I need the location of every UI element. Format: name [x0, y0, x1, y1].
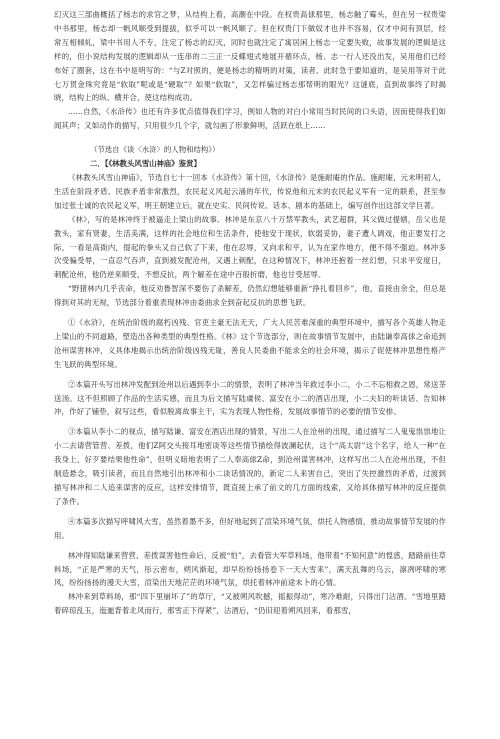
section-heading: 二．【《林教头风雪山神庙》鉴赏】	[90, 159, 201, 169]
body-paragraph: ③本篇从李小二的视点，描写陆谦、富安在酒店出现的情景，写出二人在沧州的出现，通过描写二人鬼鬼祟祟地让小二去请营管营、差拨，他们Z阿交头接耳地密谈等这些情节描绘得波澜起伏，这个“高太尉”这个名字，给人一种“在我身上，好歹要结果他性命”，但明义暗地表明了二人奉高俅Z命，到沧州谋害林冲，这样写出二人在沧州出现，不但制造悬念，吸引读者，而且自然地引出林冲和小二谈话情况的，新定二人来害自己，突出了失控激烈的矛盾，过渡到描写林冲和二人追来谋害的反应，这样安排情节，既直接上承了前文的几方面的线索，又给具体描写林冲的反应提供了条件。	[54, 427, 446, 506]
body-paragraph: 林冲来到草料场，那“四下里崩坏了”的草厅，“又被朔风吹撼，摇振得动”，寒冷难耐，只得出门沽酒。“雪地里踏着碎琼乱玉，迤逦背着北风而行，那雪正下得紧”，沽酒后，“仍旧迎着朔风回来，看那雪，	[54, 592, 446, 616]
body-paragraph: “野猪林内几乎丧命，他反劝鲁智深不要伤了杀解差，仍然幻想能够重新“挣扎着回乡”，他，直接由余全，但总是得到对其的无视，节选部分着重表现林冲由委曲求全到奋起反抗的思想飞跃。	[54, 284, 446, 308]
body-paragraph: ①《水浒》，在统治阶级的腐朽凶残、官吏主豪无法无天，广大人民苦难深重的典型环境中，描写各个英雄人物走上梁山的不同道路，塑造出各种类型的典型性格。《林》这个节选部分，则在故事情节发展中，由陆谦奉高俅之命追到沧州谋害林冲，义具体地揭示出统治阶级凶残无耻，善良人民委曲不能求全的社会环境，揭示了促使林冲思想性格产生飞跃的典型环境。	[54, 318, 446, 369]
source-note: （节选自《谈〈水浒〉的人物和结构》）	[90, 145, 220, 155]
body-paragraph: ……自然，《水浒传》也还有许多优点值得我们学习，例如人物的对白小常用当时民间的口头语，因而使得我们如闻其声；又如动作的描写，只用很少几个字，就勾画了形象鲜明，活跃在纸上……	[54, 107, 446, 131]
body-paragraph: ②本篇开头写出林冲发配到沧州以后遇到李小二的情景，表明了林冲当年救过李小二，小二不忘相救之恩，常送茶送汤。这不但照顾了作品的生活实感，而且为后文描写陆虞侯、富安在小二的酒店出现，小二夫妇的听谈话、告知林冲，作好了铺垫，叙写这些，看似脱离故事主干，实为表现人物性格，发展故事情节的必要的情节安排。	[54, 379, 446, 417]
body-paragraph: 林冲得知陆谦来营营、差拨谋害他性命后，反被“怕”，去看管大军草料场，他带着“不知何意”的惶惑，踏路前往草料场，“正是严寒的天气，彤云密布，朔风渐起，却早纷纷扬扬卷下一天大雪来”，满天乱舞的乌云，凛冽呼啸的寒风，纷纷扬扬的漫天大雪，渲染出天地茫茫的环境气氛，烘托着林冲前途未卜的心情。	[54, 550, 446, 588]
body-paragraph: 《林教头风雪山神庙》，节选自七十一回本《水浒传》第十回，《水浒传》是施耐庵的作品。施耐庵，元末明初人，生活在阶段矛盾、民族矛盾非常激烈，农民起义风起云涌的年代，传说他和元末的农民起义军有一定的联系，甚至参加过张士诚的农民起义军，明王朝建立后，就在史实、民间传说、话本、剧本的基础上，编写创作出这部文学巨著。	[54, 172, 446, 210]
body-paragraph: ④本篇多次描写呼啸风大雪，虽然着墨不多，但好地起到了渲染环境气氛，烘托人物感情，推动故事情节发展的作用。	[54, 516, 446, 540]
body-paragraph: 《林》，写的是林冲终于被逼走上梁山的故事。林冲是东京八十万禁军教头，武艺超群，其父做过提辖，岳父也是教头，家有贤妻，生活美满，这样的社会地位和生活条件，使他安于现状，软弱妥协，妻子遭人调戏，他正要发打之际，一看是高衙内，提起的拳头又自己软了下来，他在忍辱，又向求和平，认为在家作地方，便不得不强迫。林冲多次受骗受辱，一直忍气吞声，直到被发配沧州，又遇上刺配，在这种情况下，林冲还抱着一丝幻想，只求平安度日，刺配沧州，他仍逆来顺受，不想反抗，两个解差在途中百般折磨，他也甘受屈辱。	[54, 214, 446, 280]
body-paragraph: 幻灭这三部曲概括了杨志的求官之梦，从结构上看，高潮在中段。在权贵高俅那里，杨志触了霉头，但在另一权贵梁中书那里，杨志却一帆风顺受到提拔，似乎可以一帆风顺了。但在权贵门下做奴才也并不容易，仅才中间有顶层，经常互相倾轧，梁中书用人不专，注定了杨志的幻灭，同时也就注定了寓居闲上杨志一定要失败，故事发展的逻辑是这样的，但小说结构发展的逻辑却从一连串的二三正一反蝶翅式地展开循环点，杨、志一行人还没出发，吴用他们已经布好了圈套，这在书中是明写的：“与Z对照的，便是杨志的精明的对策，读者、此时急于要知道的，是吴用等对于此七万贯金珠究竟是“软取”呢或是“硬取”？如果“软取”，又怎样骗过杨志那帮明的眼光？这谜底，直到故事终了时揭晓，结构上的纵、横并合，使这结构成功。	[54, 10, 446, 103]
